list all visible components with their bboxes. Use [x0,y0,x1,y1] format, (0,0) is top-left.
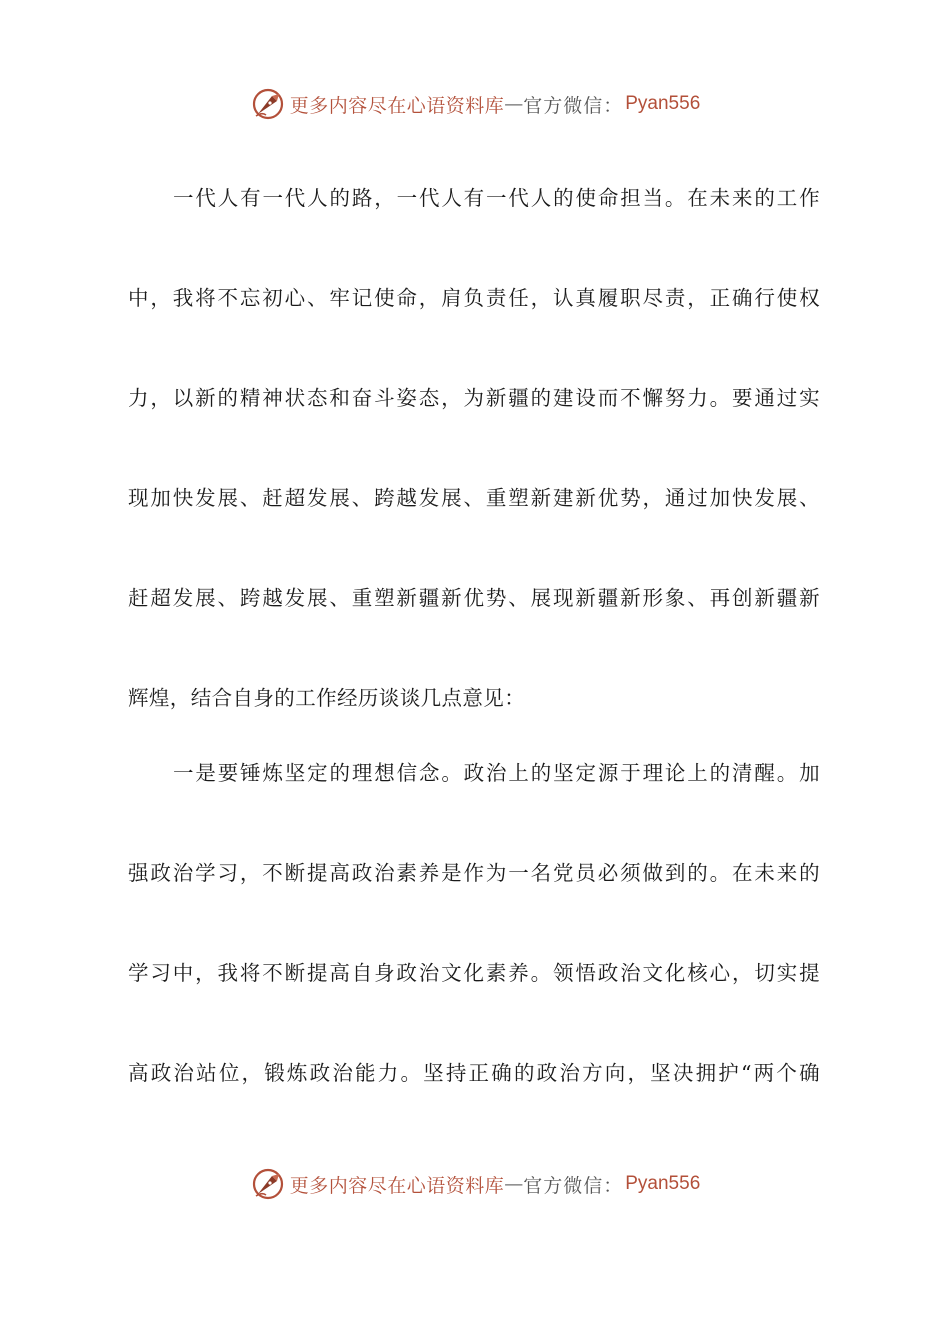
header-banner [0,84,950,124]
paragraph-2-line-2: 强政治学习，不断提高政治素养是作为一名党员必须做到的。在未来的 [128,861,820,885]
footer-separator: — [504,1173,524,1195]
header-separator: — [504,93,524,115]
paragraph-1-line-5: 赶超发展、跨越发展、重塑新疆新优势、展现新疆新形象、再创新疆新 [128,586,820,610]
document-body [128,168,820,1103]
footer-wechat-label: 官方微信： [523,1174,624,1197]
header-wechat-id: Pyan556 [625,93,701,114]
paragraph-1-line-2: 中，我将不忘初心、牢记使命，肩负责任，认真履职尽责，正确行使权 [128,286,820,310]
header-wechat-label: 官方微信： [523,94,624,117]
paragraph-1-line-1: 一代人有一代人的路，一代人有一代人的使命担当。在未来的工作 [173,186,820,210]
footer-brand-text: 更多内容尽在心语资料库 [289,1174,505,1197]
paragraph-1-line-6: 辉煌，结合自身的工作经历谈谈几点意见： [128,686,526,710]
paragraph-2-line-1: 一是要锤炼坚定的理想信念。政治上的坚定源于理论上的清醒。加 [173,761,820,785]
paragraph-2-line-4: 高政治站位，锻炼政治能力。坚持正确的政治方向，坚决拥护“两个确 [128,1061,820,1085]
pen-nib-logo-icon [250,86,286,122]
footer-wechat-id: Pyan556 [625,1173,701,1194]
paragraph-1-line-3: 力，以新的精神状态和奋斗姿态，为新疆的建设而不懈努力。要通过实 [128,386,820,410]
footer-banner [0,1164,950,1204]
paragraph-1-line-4: 现加快发展、赶超发展、跨越发展、重塑新建新优势，通过加快发展、 [128,486,820,510]
paragraph-2-line-3: 学习中，我将不断提高自身政治文化素养。领悟政治文化核心，切实提 [128,961,820,985]
pen-nib-logo-icon [250,1166,286,1202]
header-brand-text: 更多内容尽在心语资料库 [289,94,505,117]
